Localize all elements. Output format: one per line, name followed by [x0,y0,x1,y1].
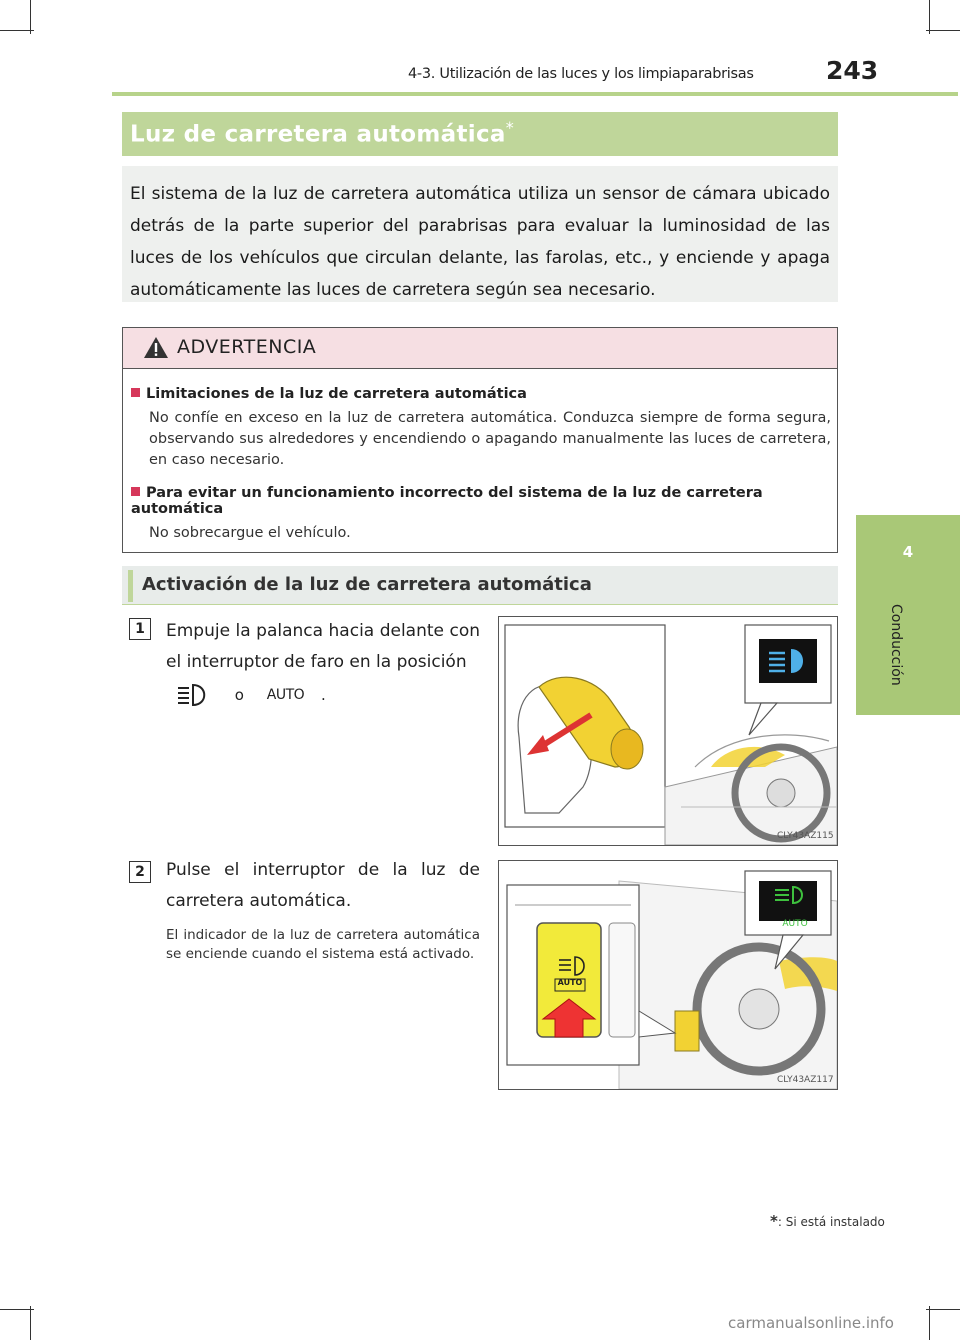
switch-auto-label: AUTO [557,978,583,987]
figure-lever [498,616,838,846]
footnote-text: : Si está instalado [777,1215,885,1229]
step-text: Pulse el interruptor de la luz de carretera automática. [166,860,480,911]
indicator-auto-label: AUTO [782,919,808,929]
warning-box [122,327,838,553]
header-rule [112,92,958,96]
crop-mark [0,1309,34,1310]
crop-mark [30,0,31,34]
running-header: 4-3. Utilización de las luces y los limpiaparabrisas [408,66,754,82]
crop-mark [30,1306,31,1340]
auto-position-label: AUTO [266,687,305,703]
lever-illustration [499,617,837,845]
warning-item-heading: Para evitar un funcionamiento incorrecto del sistema de la luz de carretera automática [131,485,763,517]
step-number: 1 [129,618,151,640]
figure-code: CLY43AZ115 [777,831,834,841]
intro-box [122,166,838,302]
crop-mark [929,1306,930,1340]
intro-text: El sistema de la luz de carretera automática utiliza un sensor de cámara ubicado detrás de la parte superior del parabrisas para evaluar la luminosidad de las luces de los vehículos que circulan delante, las farolas, etc., y enciende y apaga automáticamente las luces de carretera según sea necesario. [130,184,830,300]
figure-code: CLY43AZ117 [777,1075,834,1085]
warning-label: ADVERTENCIA [177,336,317,358]
crop-mark [926,1309,960,1310]
or-word: o [234,686,244,704]
page-number: 243 [826,56,879,85]
footnote-mark: * [770,1212,778,1230]
bullet-square-icon [131,388,140,397]
high-beam-icon [176,682,212,708]
section-title-bar [122,112,838,156]
chapter-tab [856,515,960,715]
sentence-end: . [320,686,326,704]
step-number: 2 [129,861,151,883]
watermark: carmanualsonline.info [728,1314,894,1332]
crop-mark [929,0,930,34]
warning-item-body: No confíe en exceso en la luz de carretera automática. Conduzca siempre de forma segura, observando sus alrededores y encendiendo o apagando manualmente las luces de carretera, en caso necesario. [149,410,831,468]
warning-item-heading-row [131,485,831,517]
warning-header [123,328,837,369]
step-text: Empuje la palanca hacia delante con el interruptor de faro en la posición [166,621,480,672]
chapter-label: Conducción [888,604,904,686]
warning-item-heading: Limitaciones de la luz de carretera automática [146,386,527,402]
crop-mark [0,30,34,31]
footnote [770,1212,885,1230]
chapter-number: 4 [902,543,914,561]
warning-item-body: No sobrecargue el vehículo. [149,525,351,541]
section-title-text: Luz de carretera automática [130,121,506,148]
warning-item [131,485,831,544]
section-title [130,118,514,148]
warning-item [131,386,831,471]
auto-switch-illustration [499,861,837,1089]
step-note: El indicador de la luz de carretera automática se enciende cuando el sistema está activado. [166,927,480,962]
optional-mark: * [505,118,515,137]
figure-switch [498,860,838,1090]
warning-item-heading-row [131,386,831,402]
subsection-title-bar [122,566,838,605]
crop-mark [926,30,960,31]
subsection-title: Activación de la luz de carretera automática [142,574,592,595]
subsection-marker [128,570,133,602]
headlight-position-line [176,682,326,708]
bullet-square-icon [131,487,140,496]
warning-icon [143,336,169,359]
